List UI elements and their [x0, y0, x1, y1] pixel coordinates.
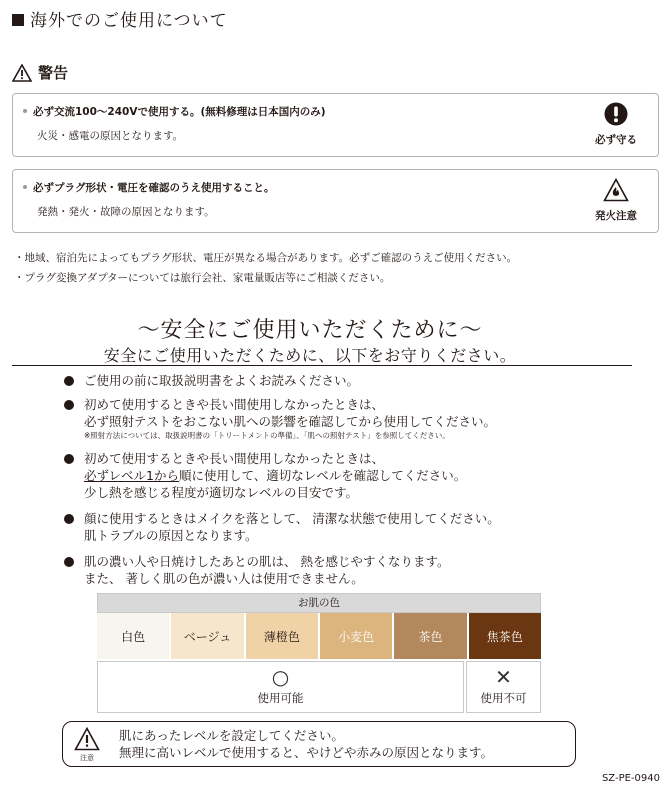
skin-swatch-label: 白色 [121, 629, 146, 644]
skin-table-header: お肌の色 [97, 593, 541, 613]
square-bullet-icon [12, 14, 24, 26]
caution-triangle-icon [74, 727, 100, 751]
bullet-icon [64, 514, 74, 524]
safety-item-dark-skin [64, 553, 624, 587]
bullet-icon [64, 376, 74, 386]
skin-swatch-label: 焦茶色 [486, 629, 523, 644]
mandatory-mark [586, 102, 646, 147]
skin-swatch-label: ベージュ [183, 629, 232, 644]
warning-rule-text: 必ずプラグ形状・電圧を確認のうえ使用すること。 [33, 182, 275, 194]
warning-consequence: 火災・感電の原因となります。 [37, 130, 184, 142]
safety-title: 〜安全にご使用いただくために〜 [137, 318, 483, 343]
warning-triangle-icon [12, 64, 32, 82]
skin-swatch [320, 613, 392, 659]
cross-ng-icon: ✕ [495, 665, 512, 689]
unusable-cell [466, 661, 541, 713]
item-text: 必ず照射テストをおこない肌への影響を確認してから使用してください。 [84, 414, 497, 429]
skin-verdict-row [97, 661, 541, 713]
item-text: 少し熱を感じる程度が適切なレベルの目安です。 [84, 485, 359, 500]
warning-box-plug [12, 169, 659, 233]
skin-swatch [97, 613, 169, 659]
safety-item-face-makeup [64, 510, 624, 544]
item-text: 初めて使用するときや長い間使用しなかったときは、 [84, 451, 385, 466]
section-title [12, 6, 228, 31]
warning-consequence: 発熱・発火・故障の原因となります。 [37, 206, 215, 218]
skin-swatch [171, 613, 243, 659]
safety-item-irradiation-test [64, 396, 624, 441]
usable-label: 使用可能 [257, 691, 304, 705]
item-text: また、 著しく肌の色が濃い人は使用できません。 [84, 571, 364, 586]
warning-heading [12, 62, 68, 83]
item-small-note: ※照射方法については、取扱説明書の「トリートメントの準備」、「肌への照射テスト」を参照してください。 [84, 431, 450, 440]
skin-swatch [246, 613, 318, 659]
warning-rule [23, 180, 275, 195]
warning-heading-text: 警告 [38, 64, 69, 82]
bullet-dot-icon [23, 109, 27, 113]
unusable-label: 使用不可 [480, 691, 527, 705]
warning-rule-text: 必ず交流100〜240Vで使用する。(無料修理は日本国内のみ) [33, 106, 326, 118]
item-underlined-text: 必ずレベル1から [84, 468, 179, 483]
warning-box-voltage [12, 93, 659, 157]
bullet-dot-icon [23, 185, 27, 189]
circle-ok-icon: ○ [271, 665, 290, 689]
section-title-text: 海外でのご使用について [30, 11, 228, 31]
mark-label: 発火注意 [595, 210, 637, 222]
item-text: 順に使用して、適切なレベルを確認してください。 [178, 468, 467, 483]
warning-rule [23, 104, 326, 119]
skin-swatch-label: 小麦色 [338, 629, 375, 644]
caution-box [62, 721, 576, 767]
fire-caution-icon [603, 178, 629, 202]
item-text: 肌の濃い人や日焼けしたあとの肌は、 熱を感じやすくなります。 [84, 554, 450, 569]
usable-cell [97, 661, 464, 713]
item-text: ご使用の前に取扱説明書をよくお読みください。 [84, 373, 360, 388]
item-text: 肌トラブルの原因となります。 [84, 528, 258, 543]
caution-line-2: 無理に高いレベルで使用すると、やけどや赤みの原因となります。 [119, 745, 494, 760]
caution-icon-label: 注意 [80, 754, 94, 762]
safety-item-read-manual [64, 372, 624, 389]
skin-swatch [394, 613, 466, 659]
item-text: 顔に使用するときはメイクを落として、 清潔な状態で使用してください。 [84, 511, 500, 526]
document-code: SZ-PE-0940 [601, 773, 660, 784]
divider-line [12, 365, 632, 366]
note-adapter: ・プラグ変換アダプターについては旅行会社、家電量販店等にご相談ください。 [14, 272, 391, 284]
safety-item-level-check [64, 450, 624, 501]
skin-color-table [97, 593, 541, 713]
item-text: 初めて使用するときや長い間使用しなかったときは、 [84, 397, 385, 412]
safety-subtitle: 安全にご使用いただくために、以下をお守りください。 [103, 346, 517, 365]
bullet-icon [64, 454, 74, 464]
bullet-icon [64, 400, 74, 410]
caution-mark [69, 727, 105, 763]
exclamation-circle-icon [604, 102, 628, 126]
skin-swatch-label: 茶色 [418, 629, 443, 644]
caution-line-1: 肌にあったレベルを設定してください。 [119, 728, 344, 743]
skin-swatch [469, 613, 541, 659]
note-plug-shape: ・地域、宿泊先によってもプラグ形状、電圧が異なる場合があります。必ずご確認のうえご使用ください。 [14, 252, 518, 264]
fire-caution-mark [586, 178, 646, 223]
mark-label: 必ず守る [595, 134, 637, 146]
skin-swatch-label: 薄橙色 [263, 629, 300, 644]
bullet-icon [64, 557, 74, 567]
skin-swatches [97, 613, 541, 659]
